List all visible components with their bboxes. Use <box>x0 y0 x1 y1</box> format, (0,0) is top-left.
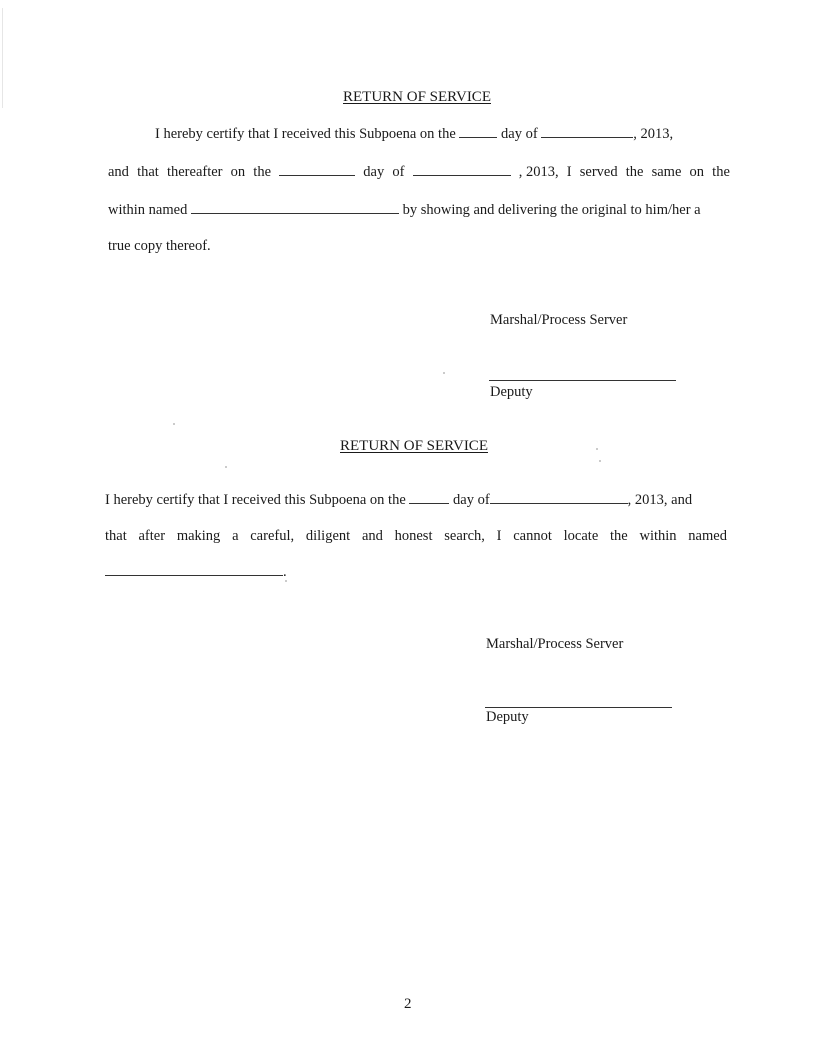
word: the <box>712 164 730 180</box>
section1-line3 <box>108 201 701 219</box>
line3-period: . <box>283 564 287 580</box>
day-blank <box>279 163 355 176</box>
word: the <box>610 528 628 544</box>
month-blank <box>541 125 633 138</box>
word: served <box>579 164 618 180</box>
deputy-label: Deputy <box>486 709 529 725</box>
word: , 2013, <box>518 164 559 180</box>
word: the <box>625 164 644 180</box>
word: search, <box>444 528 485 544</box>
deputy-label: Deputy <box>490 384 533 400</box>
line3-text-a: within named <box>108 202 188 218</box>
word: I <box>496 528 502 544</box>
line1-text-c: , 2013, <box>633 126 674 142</box>
word: of <box>392 164 405 180</box>
line3-text-b: by showing and delivering the original to him/her a <box>402 202 701 218</box>
word: making <box>176 528 221 544</box>
line1-text-a: I hereby certify that I received this Subpoena on the <box>105 492 406 508</box>
word: careful, <box>250 528 295 544</box>
line1-text-b: day of <box>453 492 490 508</box>
scan-speck <box>596 448 598 450</box>
word: same <box>651 164 682 180</box>
word: day <box>363 164 385 180</box>
month-blank <box>490 491 628 504</box>
day-blank <box>409 491 449 504</box>
scan-speck <box>173 423 175 425</box>
word: the <box>253 164 272 180</box>
word: thereafter <box>166 164 223 180</box>
section2-heading: RETURN OF SERVICE <box>340 438 488 454</box>
marshal-process-server-label: Marshal/Process Server <box>486 636 624 652</box>
section2-line1 <box>105 491 692 509</box>
line1-text-c: , 2013, and <box>627 492 693 508</box>
word: diligent <box>305 528 351 544</box>
section1-heading: RETURN OF SERVICE <box>343 89 491 105</box>
word: locate <box>563 528 599 544</box>
month-blank <box>413 163 511 176</box>
word: within <box>639 528 677 544</box>
word: named <box>688 528 727 544</box>
deputy-signature-line <box>489 380 676 381</box>
word: and <box>361 528 383 544</box>
word: I <box>566 164 572 180</box>
section1-line1 <box>155 125 673 143</box>
section1-line4: true copy thereof. <box>108 238 211 254</box>
name-blank <box>191 201 399 214</box>
word: on <box>689 164 705 180</box>
deputy-signature-line <box>485 707 672 708</box>
word: a <box>232 528 239 544</box>
name-blank <box>105 563 283 576</box>
word: on <box>230 164 246 180</box>
section1-line2 <box>108 163 730 181</box>
scan-speck <box>599 460 601 462</box>
section2-line3 <box>105 563 287 581</box>
scan-speck <box>225 466 227 468</box>
word: that <box>137 164 159 180</box>
scan-edge-mark <box>2 8 3 108</box>
section2-line2 <box>105 527 727 545</box>
scan-speck <box>285 580 287 582</box>
line1-text-a: I hereby certify that I received this Subpoena on the <box>155 126 456 142</box>
word: and <box>108 164 129 180</box>
line1-text-b: day of <box>501 126 538 142</box>
word: that <box>105 528 127 544</box>
word: honest <box>394 528 433 544</box>
marshal-process-server-label: Marshal/Process Server <box>490 312 628 328</box>
day-blank <box>459 125 497 138</box>
word: cannot <box>513 528 552 544</box>
scan-speck <box>443 372 445 374</box>
word: after <box>138 528 166 544</box>
page-number: 2 <box>404 996 412 1012</box>
